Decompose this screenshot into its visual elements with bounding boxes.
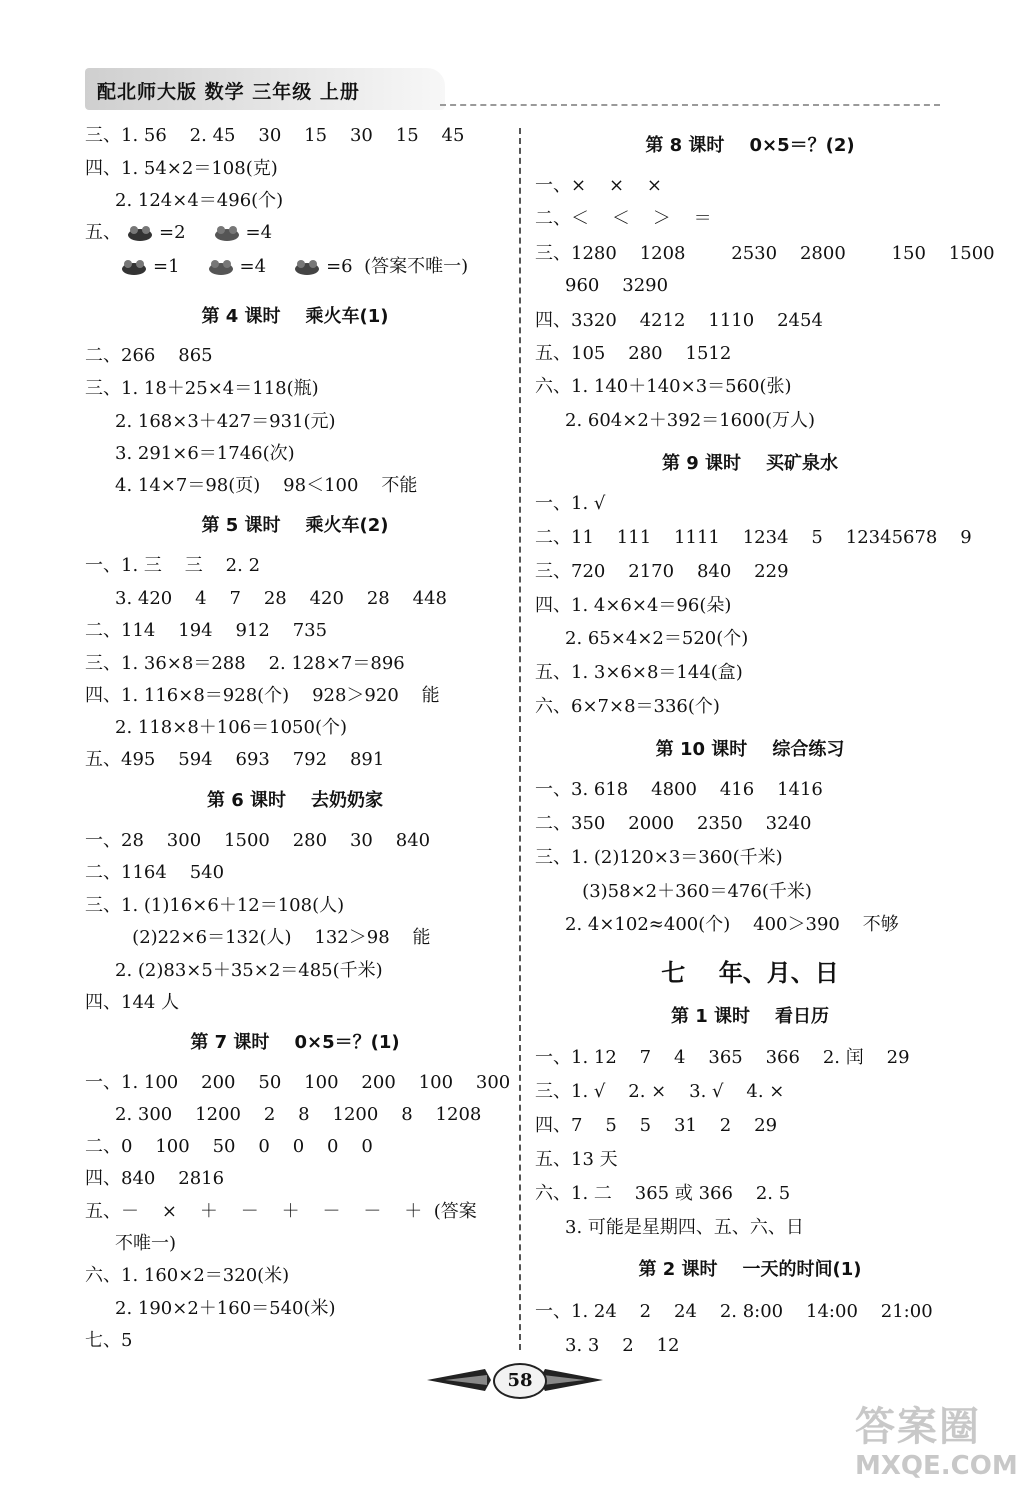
answer-text: (2)22×6＝132(人) 132＞98 能 <box>115 927 431 948</box>
answer-line <box>85 410 336 434</box>
answer-line <box>535 207 712 231</box>
answer-line <box>535 274 668 298</box>
answer-line <box>535 695 720 719</box>
answer-line <box>85 861 224 885</box>
lesson-heading: 第 2 课时 一天的时间(1) <box>638 1259 862 1280</box>
watermark-logo <box>855 1395 1018 1490</box>
answer-text: 一、1. 三 三 2. 2 <box>85 555 261 576</box>
answer-line <box>85 748 384 772</box>
answer-line <box>85 474 417 498</box>
answer-text: 3. 3 2 12 <box>565 1335 680 1356</box>
answer-text: 四、1. 54×2＝108(克) <box>85 158 278 179</box>
picture-value: =6 (答案不唯一) <box>326 256 469 277</box>
lesson-heading: 第 7 课时 0×5＝？(1) <box>190 1032 400 1053</box>
answer-text: 三、1. (2)120×3＝360(千米) <box>535 847 783 868</box>
answer-line <box>535 812 811 836</box>
answer-text: 四、1. 4×6×4＝96(朵) <box>535 595 732 616</box>
answer-line <box>535 913 899 937</box>
lesson-heading: 第 1 课时 看日历 <box>670 1006 830 1027</box>
lesson-heading: 第 10 课时 综合练习 <box>655 739 845 760</box>
answer-line <box>535 1216 804 1240</box>
page-number: 58 <box>493 1363 547 1399</box>
animal-picture-icon <box>125 223 155 243</box>
answer-line <box>535 1114 777 1138</box>
column-divider <box>519 128 521 1350</box>
lesson-heading: 第 5 课时 乘火车(2) <box>201 515 389 536</box>
answer-text: 六、6×7×8＝336(个) <box>535 696 720 717</box>
answer-text: 3. 420 4 7 28 420 28 448 <box>115 588 447 609</box>
answer-line <box>85 377 319 401</box>
answer-text: 3. 291×6＝1746(次) <box>115 443 295 464</box>
answer-line <box>85 926 431 950</box>
answer-line <box>85 1200 477 1224</box>
answer-text: 二、11 111 1111 1234 5 12345678 9 <box>535 527 972 548</box>
answer-text: 四、144 人 <box>85 992 180 1013</box>
answer-text: 三、1. (1)16×6＋12＝108(人) <box>85 895 345 916</box>
answer-text: 五、105 280 1512 <box>535 343 732 364</box>
answer-text: 五、13 天 <box>535 1149 618 1170</box>
answer-text: 2. 168×3＋427＝931(元) <box>115 411 336 432</box>
answer-text: 一、3. 618 4800 416 1416 <box>535 779 823 800</box>
answer-line <box>85 189 283 213</box>
answer-text: 2. 118×8＋106＝1050(个) <box>115 717 347 738</box>
answer-line <box>535 1182 790 1206</box>
lesson-heading: 第 4 课时 乘火车(1) <box>201 306 389 327</box>
answer-line <box>85 442 295 466</box>
answer-line <box>85 991 179 1015</box>
answer-line <box>535 1300 933 1324</box>
chapter-title: 七 年、月、日 <box>661 959 839 987</box>
answer-line <box>85 1103 481 1127</box>
answer-text: 二、114 194 912 735 <box>85 620 328 641</box>
answer-line <box>535 492 605 516</box>
answer-line <box>85 554 260 578</box>
answer-text: 2. 65×4×2＝520(个) <box>565 628 749 649</box>
animal-picture-icon <box>292 257 322 277</box>
answer-line <box>85 1135 373 1159</box>
answer-text: 一、1. 24 2 24 2. 8:00 14:00 21:00 <box>535 1301 933 1322</box>
answer-text: 一、1. √ <box>535 493 606 514</box>
answer-line <box>535 409 815 433</box>
answer-line <box>535 560 789 584</box>
answer-text: 一、1. 12 7 4 365 366 2. 闰 29 <box>535 1047 910 1068</box>
answer-text: 4. 14×7＝98(页) 98＜100 不能 <box>115 475 418 496</box>
answer-text: 三、1. 18＋25×4＝118(瓶) <box>85 378 319 399</box>
answer-text: 2. 124×4＝496(个) <box>115 190 284 211</box>
answer-text: 二、1164 540 <box>85 862 225 883</box>
header-rule <box>440 104 940 106</box>
page-footer <box>425 1355 605 1405</box>
answer-text: 五、495 594 693 792 891 <box>85 749 385 770</box>
answer-line <box>535 375 792 399</box>
answer-text: 二、＜ ＜ ＞ ＝ <box>535 208 712 229</box>
answer-line <box>85 684 440 708</box>
answer-line <box>535 778 823 802</box>
animal-picture-icon <box>119 257 149 277</box>
answer-text: 2. 300 1200 2 8 1200 8 1208 <box>115 1104 482 1125</box>
answer-line <box>85 1167 224 1191</box>
answer-line <box>85 894 344 918</box>
answer-line <box>535 661 743 685</box>
animal-picture-icon <box>206 257 236 277</box>
answer-line <box>85 652 405 676</box>
answer-text: 二、350 2000 2350 3240 <box>535 813 812 834</box>
answer-text: 2. 190×2＋160＝540(米) <box>115 1298 336 1319</box>
answer-text: 四、3320 4212 1110 2454 <box>535 310 823 331</box>
answer-text: 四、1. 116×8＝928(个) 928＞920 能 <box>85 685 440 706</box>
answer-text: 2. 4×102≈400(个) 400＞390 不够 <box>565 914 899 935</box>
answer-text: 一、28 300 1500 280 30 840 <box>85 830 431 851</box>
answer-line <box>85 587 447 611</box>
answer-line <box>85 619 327 643</box>
answer-line <box>85 1329 132 1353</box>
watermark-text: 答案圈 <box>855 1404 981 1450</box>
answer-line <box>535 594 731 618</box>
answer-text: 三、1. 56 2. 45 30 15 30 15 45 <box>85 125 465 146</box>
lesson-heading: 第 9 课时 买矿泉水 <box>661 453 839 474</box>
answer-line <box>85 716 347 740</box>
answer-line <box>85 255 490 279</box>
answer-line <box>85 829 430 853</box>
lesson-heading: 第 6 课时 去奶奶家 <box>206 790 384 811</box>
answer-text: 二、266 865 <box>85 345 213 366</box>
answer-line <box>85 1232 176 1256</box>
answer-text: 三、1. 36×8＝288 2. 128×7＝896 <box>85 653 405 674</box>
answer-text: 2. (2)83×5＋35×2＝485(千米) <box>115 960 383 981</box>
answer-line <box>535 1148 618 1172</box>
answer-line <box>85 959 383 983</box>
answer-text: 960 3290 <box>565 275 669 296</box>
picture-value: =2 <box>159 222 186 243</box>
picture-value: =4 <box>239 256 267 277</box>
answer-line <box>535 627 748 651</box>
watermark-url: MXQE.COM <box>855 1451 1018 1481</box>
answer-text: 六、1. 160×2＝320(米) <box>85 1265 290 1286</box>
answer-text: 三、720 2170 840 229 <box>535 561 789 582</box>
answer-line <box>535 1080 784 1104</box>
answer-line <box>85 221 294 245</box>
answer-text: 二、0 100 50 0 0 0 0 <box>85 1136 373 1157</box>
answer-line <box>85 157 278 181</box>
answer-text: 2. 604×2＋392＝1600(万人) <box>565 410 815 431</box>
answer-text: 七、5 <box>85 1330 133 1351</box>
answer-text: 五、 <box>85 222 121 243</box>
answer-line <box>85 344 213 368</box>
picture-value: =1 <box>153 256 180 277</box>
answer-line <box>535 174 662 198</box>
page-header-banner <box>85 68 445 110</box>
answer-line <box>535 1046 910 1070</box>
answer-text: 三、1. √ 2. × 3. √ 4. × <box>535 1081 785 1102</box>
answer-line <box>85 124 464 148</box>
answer-text: 五、1. 3×6×8＝144(盒) <box>535 662 743 683</box>
answer-text: 四、840 2816 <box>85 1168 225 1189</box>
lesson-heading: 第 8 课时 0×5＝？(2) <box>645 135 855 156</box>
answer-text: (3)58×2＋360＝476(千米) <box>565 881 812 902</box>
book-title: 配北师大版 数学 三年级 上册 <box>97 81 360 103</box>
answer-line <box>535 846 783 870</box>
answer-text: 五、－ × ＋ － ＋ － － ＋ (答案 <box>85 1201 477 1222</box>
answer-text: 一、× × × <box>535 175 663 196</box>
answer-text: 不唯一) <box>115 1233 177 1254</box>
answer-line <box>535 309 823 333</box>
answer-line <box>535 880 812 904</box>
answer-line <box>85 1264 289 1288</box>
answer-line <box>535 242 995 266</box>
answer-text: 六、1. 二 365 或 366 2. 5 <box>535 1183 791 1204</box>
answer-line <box>85 1071 510 1095</box>
answer-text: 3. 可能是星期四、五、六、日 <box>565 1217 804 1238</box>
picture-value: =4 <box>245 222 273 243</box>
answer-text: 一、1. 100 200 50 100 200 100 300 <box>85 1072 511 1093</box>
answer-line <box>85 1297 336 1321</box>
answer-line <box>535 526 972 550</box>
animal-picture-icon <box>212 223 242 243</box>
answer-text: 六、1. 140＋140×3＝560(张) <box>535 376 792 397</box>
answer-text: 四、7 5 5 31 2 29 <box>535 1115 778 1136</box>
answer-text: 三、1280 1208 2530 2800 150 1500 <box>535 243 995 264</box>
answer-line <box>535 342 731 366</box>
